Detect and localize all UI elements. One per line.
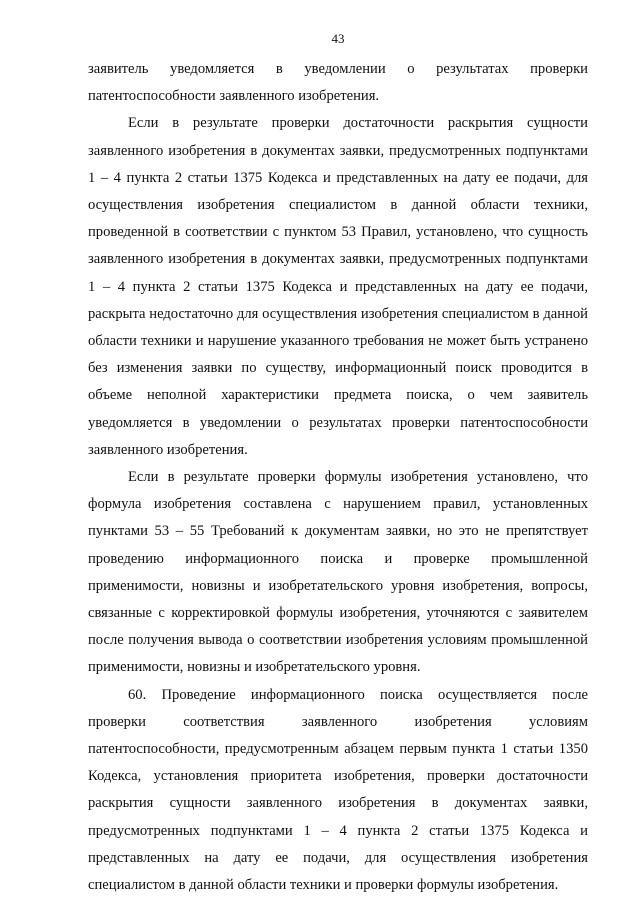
paragraph-disclosure-check: Если в результате проверки достаточности раскрытия сущности заявленного изобретения в документах заявки, предусмотренных подпунктами 1 – 4 пункта 2 статьи 1375 Кодекса и представленных на дату ее подачи, для осуществления изобретения специалистом в данной области техники, проведенной в соответствии с пунктом 53 Правил, установлено, что сущность заявленного изобретения в документах заявки, предусмотренных подпунктами 1 – 4 пункта 2 статьи 1375 Кодекса и представленных на дату ее подачи, раскрыта недостаточно для осуществления изобретения специалистом в данной области техники и нарушение указанного требования не может быть устранено без изменения заявки по существу, информационный поиск проводится в объеме неполной характеристики предмета поиска, о чем заявитель уведомляется в уведомлении о результатах проверки патентоспособности заявленного изобретения. [88,115,588,458]
paragraph-item-60: 60. Проведение информационного поиска осуществляется после проверки соответствия заявленного изобретения условиям патентоспособности, предусмотренным абзацем первым пункта 1 статьи 1350 Кодекса, установления приоритета изобретения, проверки достаточности раскрытия сущности заявленного изобретения в документах заявки, предусмотренных подпунктами 1 – 4 пункта 2 статьи 1375 Кодекса и представленных на дату ее подачи, для осуществления изобретения специалистом в данной области техники и проверки формулы изобретения. [88,686,588,894]
paragraph-claims-check: Если в результате проверки формулы изобретения установлено, что формула изобретения составлена с нарушением правил, установленных пунктами 53 – 55 Требований к документам заявки, но это не препятствует проведению информационного поиска и проверке промышленной применимости, новизны и изобретательского уровня изобретения, вопросы, связанные с корректировкой формулы изобретения, уточняются с заявителем после получения вывода о соответствии изобретения условиям промышленной применимости, новизны и изобретательского уровня. [88,469,588,676]
page-number: 43 [331,31,345,46]
paragraph-continuation: заявитель уведомляется в уведомлении о результатах проверки патентоспособности заявленного изобретения. [88,61,588,105]
